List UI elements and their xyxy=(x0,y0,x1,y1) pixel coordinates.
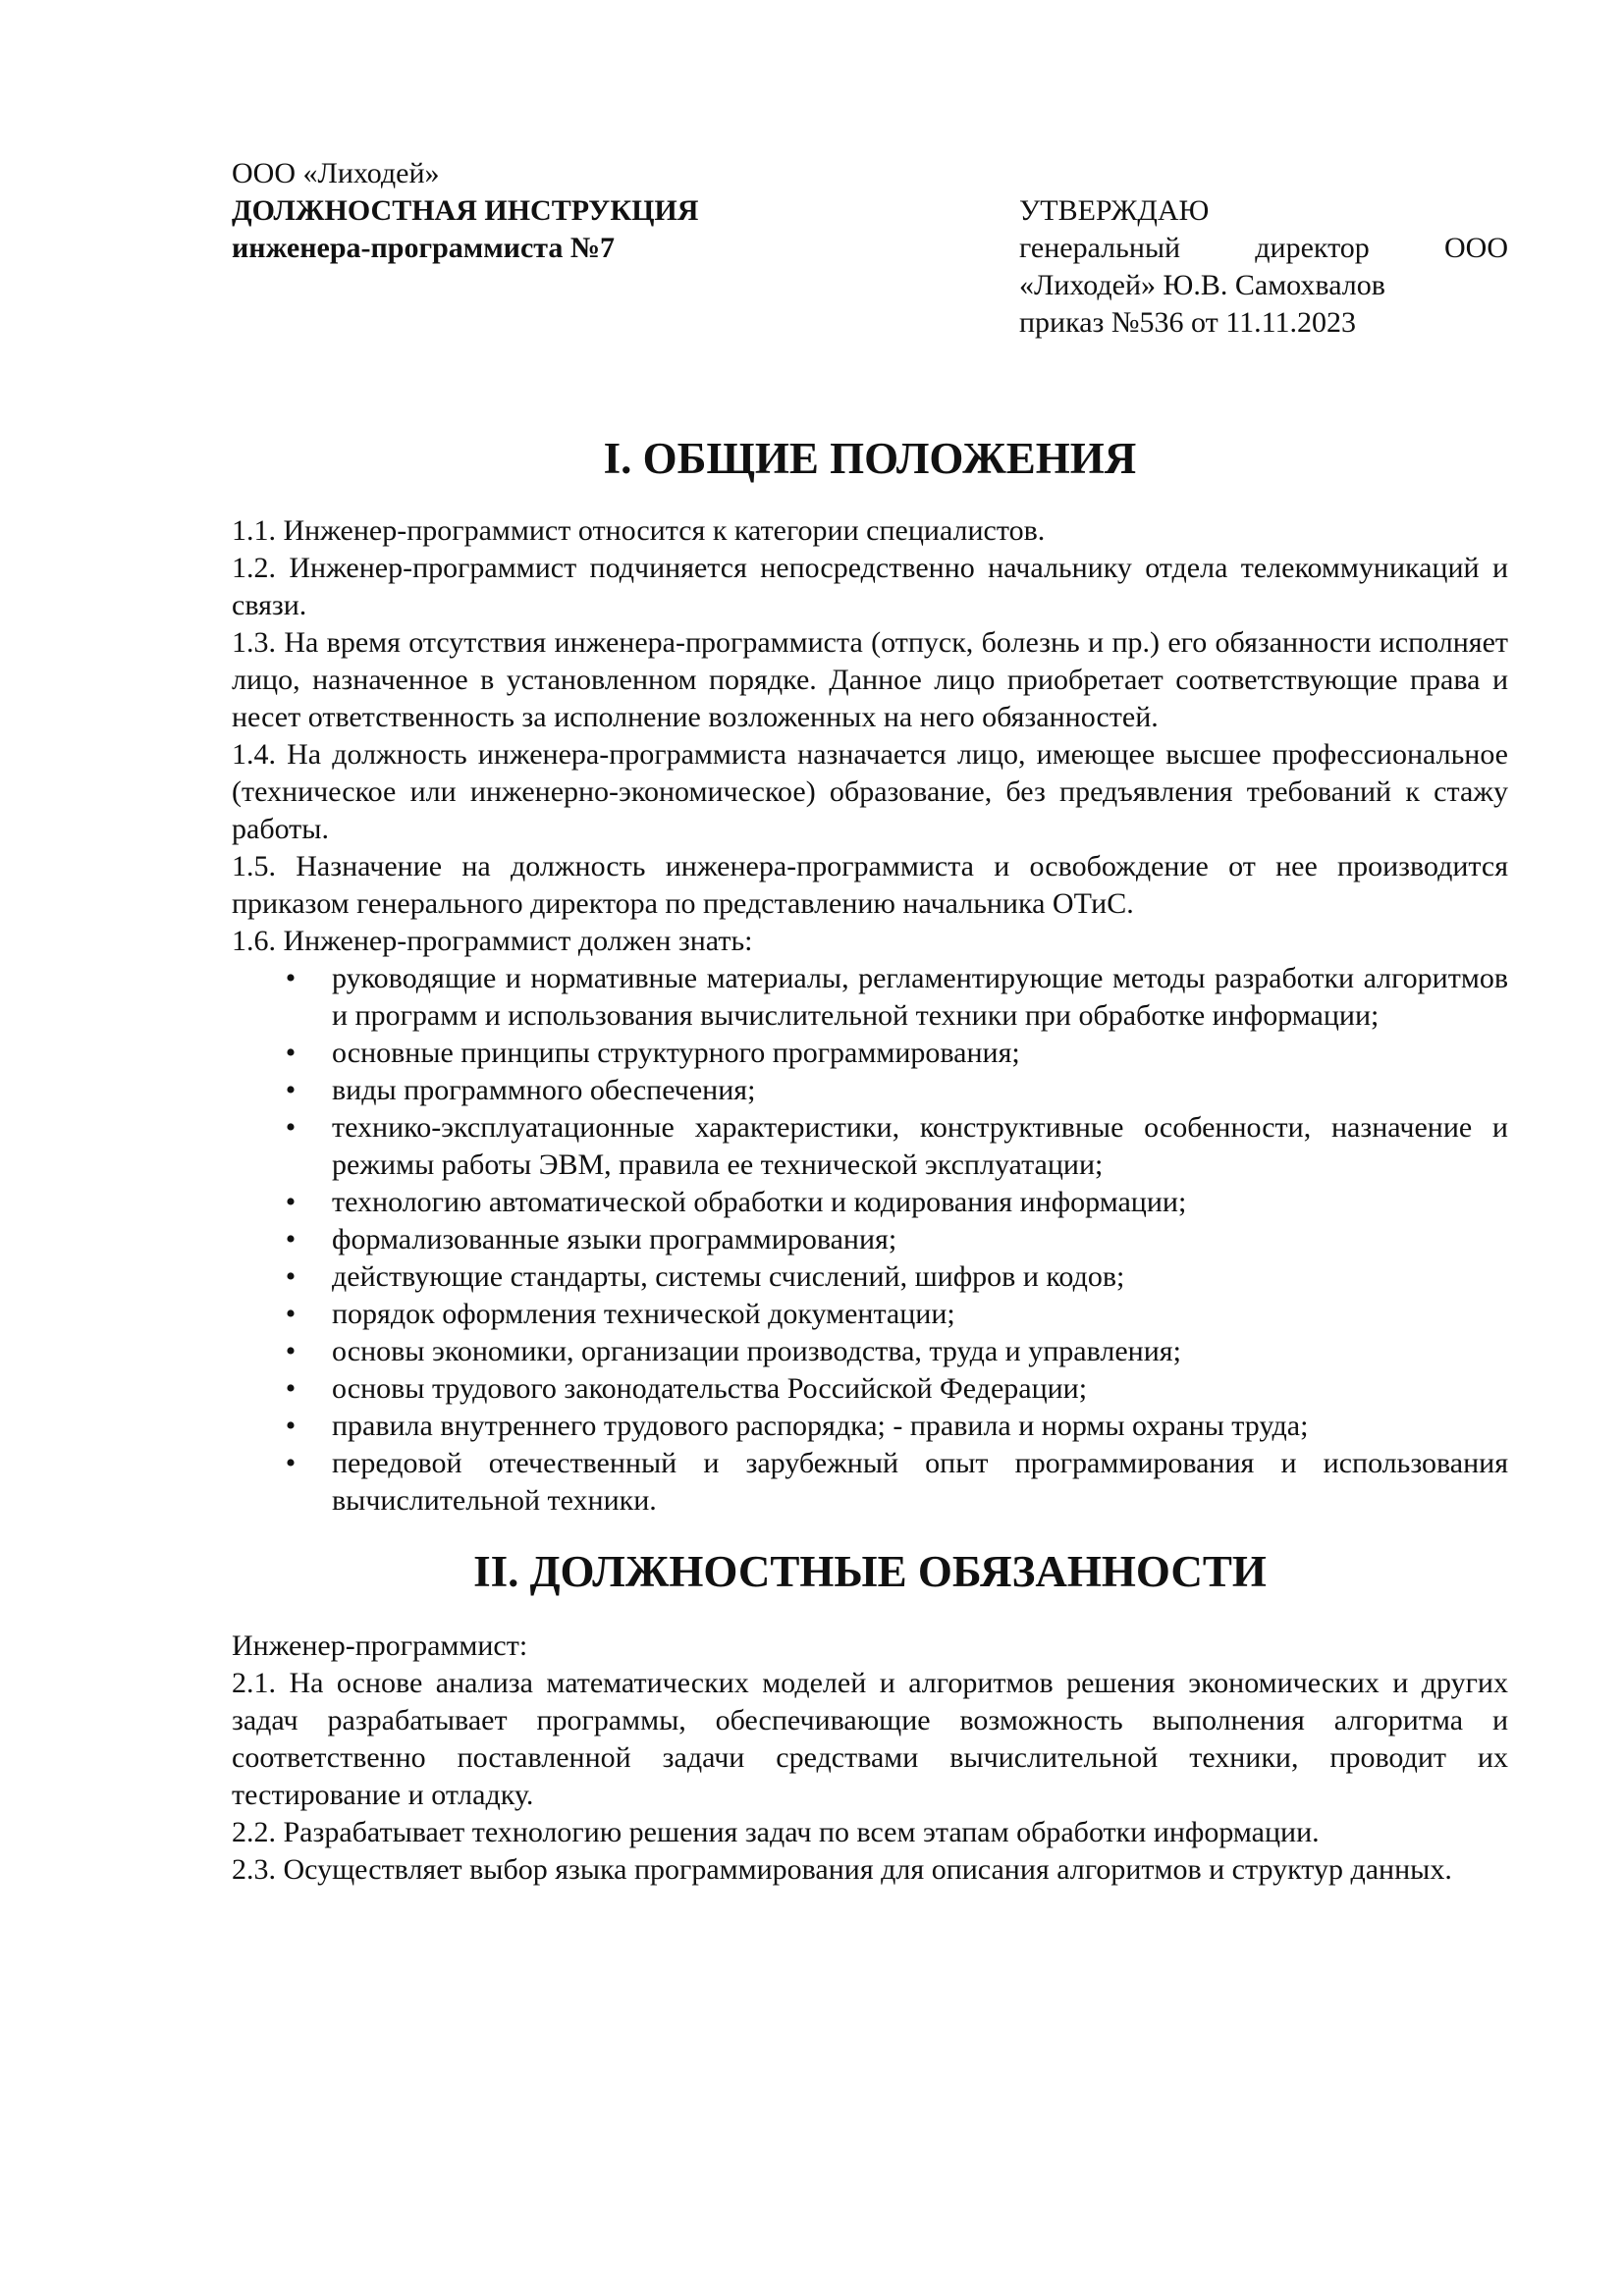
paragraph-1-4: 1.4. На должность инженера-программиста назначается лицо, имеющее высшее профессиональное (техническое или инженерно-экономическое) образование, без предъявления требований к стажу работы. xyxy=(232,738,1508,845)
paragraph-2-2: 2.2. Разрабатывает технологию решения задач по всем этапам обработки информации. xyxy=(232,1816,1320,1848)
bullet-icon: • xyxy=(285,1260,297,1293)
bullet-icon: • xyxy=(285,962,297,994)
list-item: • порядок оформления технической документации; xyxy=(232,1296,1508,1333)
document-content xyxy=(232,155,1508,1889)
bullet-icon: • xyxy=(285,1447,297,1479)
bullet-icon: • xyxy=(285,1410,297,1442)
paragraph-1-5: 1.5. Назначение на должность инженера-программиста и освобождение от нее производится приказом генерального директора по представлению начальника ОТиС. xyxy=(232,850,1508,920)
section-title-duties: II. ДОЛЖНОСТНЫЕ ОБЯЗАННОСТИ xyxy=(473,1547,1267,1596)
knowledge-list xyxy=(232,960,1508,1520)
list-item: • основы трудового законодательства Российской Федерации; xyxy=(232,1370,1508,1408)
approval-title: УТВЕРЖДАЮ xyxy=(1019,194,1210,227)
paragraph-2-1: 2.1. На основе анализа математических моделей и алгоритмов решения экономических и других задач разрабатывает программы, обеспечивающие возможность выполнения алгоритма и соответственно поставленной задачи средствами вычислительной техники, проводит их тестирование и отладку. xyxy=(232,1667,1508,1811)
paragraph-1-2: 1.2. Инженер-программист подчиняется непосредственно начальнику отдела телекоммуникаций и связи. xyxy=(232,552,1508,621)
list-item: • передовой отечественный и зарубежный опыт программирования и использования вычислительной техники. xyxy=(232,1445,1508,1520)
list-item: • действующие стандарты, системы счислений, шифров и кодов; xyxy=(232,1258,1508,1296)
approval-position: генеральный директор ООО xyxy=(1019,232,1508,264)
bullet-icon: • xyxy=(285,1335,297,1367)
document-title: ДОЛЖНОСТНАЯ ИНСТРУКЦИЯ xyxy=(232,194,699,227)
list-item: • правила внутреннего трудового распорядка; - правила и нормы охраны труда; xyxy=(232,1408,1508,1445)
list-item: • формализованные языки программирования; xyxy=(232,1221,1508,1258)
list-item: • основные принципы структурного программирования; xyxy=(232,1035,1508,1072)
organization-name: ООО «Лиходей» xyxy=(232,157,440,189)
section-general-provisions xyxy=(232,434,1508,1520)
list-item: • руководящие и нормативные материалы, регламентирующие методы разработки алгоритмов и программ и использования вычислительной техники при обработке информации; xyxy=(232,960,1508,1035)
approval-order: приказ №536 от 11.11.2023 xyxy=(1019,306,1357,339)
list-item: • технико-эксплуатационные характеристики, конструктивные особенности, назначение и режимы работы ЭВМ, правила ее технической эксплуатации; xyxy=(232,1109,1508,1184)
bullet-icon: • xyxy=(285,1298,297,1330)
paragraph-1-3: 1.3. На время отсутствия инженера-программиста (отпуск, болезнь и пр.) его обязанности исполняет лицо, назначенное в установленном порядке. Данное лицо приобретает соответствующие права и несет ответственность за исполнение возложенных на него обязанностей. xyxy=(232,626,1508,733)
bullet-icon: • xyxy=(285,1223,297,1255)
section-duties xyxy=(232,1547,1508,1889)
paragraph-1-6: 1.6. Инженер-программист должен знать: xyxy=(232,925,753,957)
section-title-general: I. ОБЩИЕ ПОЛОЖЕНИЯ xyxy=(603,434,1137,483)
paragraph-2-3: 2.3. Осуществляет выбор языка программирования для описания алгоритмов и структур данных. xyxy=(232,1853,1452,1886)
bullet-icon: • xyxy=(285,1186,297,1218)
bullet-icon: • xyxy=(285,1372,297,1405)
document-subtitle: инженера-программиста №7 xyxy=(232,232,616,264)
bullet-icon: • xyxy=(285,1037,297,1069)
header-left-block xyxy=(232,155,978,267)
duties-intro: Инженер-программист: xyxy=(232,1629,528,1662)
document-header xyxy=(232,155,1508,440)
paragraph-1-1: 1.1. Инженер-программист относится к категории специалистов. xyxy=(232,514,1046,547)
approval-block xyxy=(1019,192,1508,342)
bullet-icon: • xyxy=(285,1074,297,1106)
bullet-icon: • xyxy=(285,1111,297,1144)
list-item: • виды программного обеспечения; xyxy=(232,1072,1508,1109)
list-item: • основы экономики, организации производства, труда и управления; xyxy=(232,1333,1508,1370)
list-item: • технологию автоматической обработки и кодирования информации; xyxy=(232,1184,1508,1221)
approval-signatory: «Лиходей» Ю.В. Самохвалов xyxy=(1019,269,1385,301)
